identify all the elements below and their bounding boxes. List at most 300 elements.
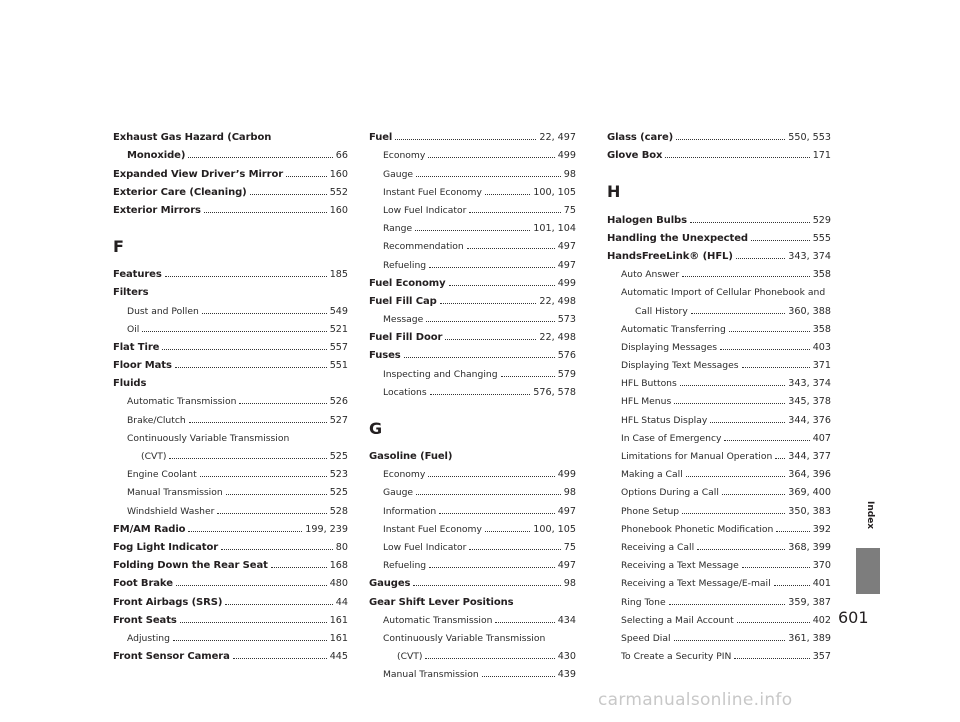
dot-leader: [173, 640, 327, 641]
dot-leader: [233, 658, 327, 659]
dot-leader: [395, 139, 536, 140]
index-subentry: [607, 589, 831, 607]
index-subentry: [607, 317, 831, 335]
entry-text: Message: [383, 314, 424, 326]
index-subentry: [113, 498, 348, 516]
dot-leader: [495, 622, 554, 623]
dot-leader: [467, 248, 555, 249]
page-reference: 44: [335, 596, 348, 608]
index-subentry: [369, 361, 576, 379]
dot-leader: [440, 303, 537, 304]
dot-leader: [469, 549, 560, 550]
entry-text: Halogen Bulbs: [607, 214, 687, 226]
page-reference: 171: [812, 150, 831, 162]
dot-leader: [271, 567, 327, 568]
index-entry: [607, 244, 831, 262]
page-reference: 160: [329, 204, 348, 216]
index-subentry: [607, 498, 831, 516]
index-subentry: [369, 517, 576, 535]
page-reference: 434: [557, 614, 576, 626]
page-reference: 98: [563, 578, 576, 590]
index-entry: [607, 125, 831, 143]
dot-leader: [482, 676, 555, 677]
dot-leader: [469, 212, 560, 213]
page-reference: 98: [563, 168, 576, 180]
index-subentry: [369, 644, 576, 662]
page-reference: 497: [557, 560, 576, 572]
dot-leader: [737, 622, 810, 623]
entry-text: Fluids: [113, 378, 147, 390]
dot-leader: [428, 476, 554, 477]
index-subentry: [369, 380, 576, 398]
entry-text: Windshield Washer: [127, 505, 215, 517]
entry-text: Speed Dial: [621, 632, 671, 644]
dot-leader: [286, 176, 327, 177]
page-reference: 185: [329, 269, 348, 281]
page-reference: 370: [812, 560, 831, 572]
entry-text: Selecting a Mail Account: [621, 614, 734, 626]
dot-leader: [729, 331, 810, 332]
index-entry: [113, 180, 348, 198]
entry-text: Phonebook Phonetic Modification: [621, 523, 774, 535]
index-subentry: [607, 444, 831, 462]
dot-leader: [439, 513, 555, 514]
entry-text: Fuel: [369, 132, 393, 144]
page-reference: 403: [812, 341, 831, 353]
entry-text: Continuously Variable Transmission: [127, 432, 290, 444]
page-reference: 360, 388: [788, 305, 831, 317]
page-reference: 161: [329, 632, 348, 644]
dot-leader: [404, 357, 555, 358]
entry-text: Automatic Import of Cellular Phonebook and: [621, 287, 826, 299]
entry-text: Front Airbags (SRS): [113, 596, 223, 608]
index-subentry: [607, 262, 831, 280]
page-reference: 371: [812, 360, 831, 372]
index-subentry: [607, 517, 831, 535]
dot-leader: [416, 494, 561, 495]
entry-text: Gauge: [383, 487, 414, 499]
dot-leader: [751, 240, 810, 241]
entry-text: Monoxide): [127, 150, 186, 162]
page-reference: 199, 239: [305, 523, 348, 535]
entry-text: Economy: [383, 469, 426, 481]
index-subentry: [369, 234, 576, 252]
page-reference: 98: [563, 487, 576, 499]
entry-text: Automatic Transferring: [621, 323, 726, 335]
entry-text: Low Fuel Indicator: [383, 541, 467, 553]
page-reference: 555: [812, 232, 831, 244]
index-subentry: [113, 626, 348, 644]
entry-text: Automatic Transmission: [127, 396, 237, 408]
entry-text: Automatic Transmission: [383, 614, 493, 626]
dot-leader: [180, 622, 327, 623]
page-reference: 75: [563, 204, 576, 216]
dot-leader: [200, 476, 327, 477]
page-reference: 402: [812, 614, 831, 626]
index-subentry: [369, 161, 576, 179]
index-subentry: [607, 298, 831, 316]
page-reference: 497: [557, 259, 576, 271]
entry-text: Glove Box: [607, 150, 663, 162]
entry-text: Instant Fuel Economy: [383, 523, 482, 535]
dot-leader: [682, 276, 810, 277]
dot-leader: [142, 331, 326, 332]
page-reference: 573: [557, 314, 576, 326]
entry-text: To Create a Security PIN: [621, 651, 732, 663]
entry-text: Flat Tire: [113, 341, 160, 353]
entry-text: Gasoline (Fuel): [369, 451, 453, 462]
page-reference: 521: [329, 323, 348, 335]
dot-leader: [736, 258, 785, 259]
dot-leader: [665, 157, 809, 158]
page-reference: 344, 377: [788, 451, 831, 462]
dot-leader: [776, 531, 809, 532]
entry-text: Fuses: [369, 350, 401, 362]
dot-leader: [188, 531, 302, 532]
page-reference: 364, 396: [788, 469, 831, 481]
page-reference: 369, 400: [788, 487, 831, 499]
entry-text: Folding Down the Rear Seat: [113, 560, 268, 572]
dot-leader: [428, 157, 554, 158]
index-entry: [113, 353, 348, 371]
page-reference: 358: [812, 323, 831, 335]
page-reference: 439: [557, 669, 576, 681]
dot-leader: [720, 349, 810, 350]
entry-text: Phone Setup: [621, 505, 680, 517]
index-entry: [369, 343, 576, 361]
entry-text: Foot Brake: [113, 578, 173, 590]
index-entry: [113, 371, 348, 389]
dot-leader: [686, 476, 786, 477]
index-subentry: [607, 280, 831, 298]
page-reference: 529: [812, 214, 831, 226]
index-subentry: [607, 335, 831, 353]
index-subentry: [369, 498, 576, 516]
entry-text: Locations: [383, 386, 427, 398]
entry-text: Front Sensor Camera: [113, 651, 230, 663]
index-column-2: [369, 125, 576, 680]
index-entry: [113, 608, 348, 626]
entry-text: Floor Mats: [113, 360, 172, 372]
index-entry: [369, 289, 576, 307]
entry-text: Refueling: [383, 259, 427, 271]
entry-text: Recommendation: [383, 241, 464, 253]
index-subentry: [369, 180, 576, 198]
index-entry: [369, 325, 576, 343]
index-subentry: [607, 644, 831, 662]
index-subentry: [607, 371, 831, 389]
index-subentry: [369, 480, 576, 498]
index-subentry: [369, 553, 576, 571]
entry-text: Exterior Care (Cleaning): [113, 186, 247, 198]
index-entry: [113, 161, 348, 179]
entry-text: Adjusting: [127, 632, 170, 644]
index-subentry: [113, 298, 348, 316]
dot-leader: [449, 285, 555, 286]
entry-text: Receiving a Text Message: [621, 560, 739, 572]
index-entry: [113, 589, 348, 607]
index-entry: [113, 517, 348, 535]
page-reference: 499: [557, 150, 576, 162]
dot-leader: [676, 139, 785, 140]
entry-text: Range: [383, 223, 413, 235]
entry-text: Dust and Pollen: [127, 305, 199, 317]
entry-text: Manual Transmission: [383, 669, 479, 681]
dot-leader: [416, 176, 561, 177]
index-entry: [113, 280, 348, 298]
entry-text: Exterior Mirrors: [113, 204, 201, 216]
dot-leader: [734, 658, 809, 659]
index-subentry: [113, 426, 348, 444]
page-reference: 549: [329, 305, 348, 317]
entry-text: FM/AM Radio: [113, 523, 186, 535]
index-entry: [369, 444, 576, 462]
entry-text: Options During a Call: [621, 487, 719, 499]
page-reference: 499: [557, 469, 576, 481]
index-subentry: [113, 389, 348, 407]
index-subentry: [113, 480, 348, 498]
dot-leader: [485, 531, 530, 532]
index-column-1: [113, 125, 348, 662]
entry-text: Exhaust Gas Hazard (Carbon: [113, 132, 272, 144]
page-reference: 66: [335, 150, 348, 162]
entry-text: Auto Answer: [621, 269, 680, 281]
entry-text: In Case of Emergency: [621, 432, 722, 444]
dot-leader: [226, 494, 327, 495]
index-subentry: [369, 535, 576, 553]
index-subentry: [607, 353, 831, 371]
page-reference: 552: [329, 186, 348, 198]
entry-text: Refueling: [383, 560, 427, 572]
index-subentry: [607, 480, 831, 498]
index-subentry: [369, 216, 576, 234]
dot-leader: [742, 367, 810, 368]
entry-text: Gear Shift Lever Positions: [369, 596, 514, 608]
page-reference: 357: [812, 651, 831, 663]
index-subentry: [607, 626, 831, 644]
dot-leader: [430, 394, 531, 395]
entry-text: Manual Transmission: [127, 487, 223, 499]
entry-text: HFL Status Display: [621, 414, 708, 426]
page-reference: 22, 497: [539, 132, 576, 144]
index-subentry: [113, 462, 348, 480]
entry-text: HFL Menus: [621, 396, 672, 408]
index-subentry: [113, 444, 348, 462]
page-reference: 550, 553: [788, 132, 831, 144]
index-entry: [113, 143, 348, 161]
dot-leader: [682, 513, 785, 514]
index-entry: [607, 207, 831, 225]
page-reference: 528: [329, 505, 348, 517]
page-reference: 343, 374: [788, 250, 831, 262]
index-entry: [369, 271, 576, 289]
entry-text: Filters: [113, 287, 149, 299]
page-reference: 344, 376: [788, 414, 831, 426]
page-reference: 557: [329, 341, 348, 353]
page-reference: 525: [329, 451, 348, 462]
dot-leader: [189, 422, 327, 423]
page-reference: 401: [812, 578, 831, 590]
index-entry: [113, 198, 348, 216]
entry-text: Making a Call: [621, 469, 683, 481]
dot-leader: [415, 230, 530, 231]
page-reference: 445: [329, 651, 348, 663]
page-reference: 527: [329, 414, 348, 426]
page-reference: 523: [329, 469, 348, 481]
page-reference: 22, 498: [539, 332, 576, 344]
index-subentry: [607, 608, 831, 626]
index-subentry: [607, 407, 831, 425]
page-reference: 80: [335, 541, 348, 553]
dot-leader: [674, 403, 785, 404]
entry-text: Displaying Text Messages: [621, 360, 739, 372]
page-reference: 430: [557, 651, 576, 663]
index-entry: [607, 226, 831, 244]
dot-leader: [775, 458, 785, 459]
index-subentry: [607, 426, 831, 444]
page-reference: 75: [563, 541, 576, 553]
dot-leader: [691, 313, 786, 314]
dot-leader: [225, 604, 332, 605]
index-subentry: [607, 553, 831, 571]
entry-text: Features: [113, 269, 162, 281]
section-letter: H: [607, 182, 621, 202]
index-subentry: [369, 143, 576, 161]
index-entry: [607, 143, 831, 161]
page-reference: 407: [812, 432, 831, 444]
entry-text: Economy: [383, 150, 426, 162]
index-subentry: [113, 407, 348, 425]
dot-leader: [204, 212, 327, 213]
dot-leader: [175, 367, 327, 368]
index-entry: [113, 553, 348, 571]
index-column-3: [607, 125, 831, 662]
entry-text: Front Seats: [113, 614, 177, 626]
section-tab-marker: [856, 548, 880, 594]
page-reference: 480: [329, 578, 348, 590]
dot-leader: [429, 267, 555, 268]
entry-text: Fuel Fill Cap: [369, 295, 437, 307]
entry-text: Handling the Unexpected: [607, 232, 748, 244]
dot-leader: [202, 313, 327, 314]
page-reference: 350, 383: [788, 505, 831, 517]
dot-leader: [669, 604, 786, 605]
index-entry: [369, 125, 576, 143]
entry-text: Information: [383, 505, 437, 517]
dot-leader: [710, 422, 785, 423]
dot-leader: [176, 585, 327, 586]
page-reference: 551: [329, 360, 348, 372]
page-reference: 161: [329, 614, 348, 626]
index-entry: [369, 571, 576, 589]
dot-leader: [169, 458, 326, 459]
entry-text: Low Fuel Indicator: [383, 204, 467, 216]
index-entry: [369, 589, 576, 607]
entry-text: (CVT): [141, 451, 167, 462]
dot-leader: [724, 440, 809, 441]
page-reference: 525: [329, 487, 348, 499]
index-subentry: [607, 462, 831, 480]
section-letter: F: [113, 236, 124, 256]
entry-text: HandsFreeLink® (HFL): [607, 250, 733, 262]
entry-text: Fuel Fill Door: [369, 332, 443, 344]
dot-leader: [426, 321, 554, 322]
dot-leader: [188, 157, 332, 158]
page-reference: 576, 578: [533, 386, 576, 398]
page-reference: 576: [557, 350, 576, 362]
section-letter: G: [369, 418, 383, 438]
dot-leader: [485, 194, 530, 195]
page-reference: 100, 105: [533, 523, 576, 535]
index-subentry: [369, 462, 576, 480]
dot-leader: [742, 567, 810, 568]
page-reference: 526: [329, 396, 348, 408]
dot-leader: [429, 567, 555, 568]
page-reference: 345, 378: [788, 396, 831, 408]
entry-text: Engine Coolant: [127, 469, 197, 481]
page-reference: 361, 389: [788, 632, 831, 644]
index-entry: [113, 644, 348, 662]
dot-leader: [674, 640, 786, 641]
dot-leader: [250, 194, 327, 195]
index-subentry: [607, 571, 831, 589]
entry-text: Gauges: [369, 578, 411, 590]
page-reference: 392: [812, 523, 831, 535]
entry-text: Brake/Clutch: [127, 414, 186, 426]
index-subentry: [113, 317, 348, 335]
index-subentry: [369, 198, 576, 216]
page-reference: 160: [329, 168, 348, 180]
index-subentry: [607, 389, 831, 407]
entry-text: Continuously Variable Transmission: [383, 632, 546, 644]
dot-leader: [162, 349, 326, 350]
dot-leader: [690, 222, 810, 223]
entry-text: Receiving a Call: [621, 541, 695, 553]
entry-text: Limitations for Manual Operation: [621, 451, 773, 462]
page-reference: 343, 374: [788, 378, 831, 390]
page-reference: 359, 387: [788, 596, 831, 608]
dot-leader: [501, 376, 555, 377]
dot-leader: [221, 549, 333, 550]
page-reference: 368, 399: [788, 541, 831, 553]
index-subentry: [369, 662, 576, 680]
index-entry: [113, 125, 348, 143]
watermark: carmanualsonline.info: [598, 690, 793, 710]
dot-leader: [413, 585, 560, 586]
dot-leader: [217, 513, 326, 514]
page-reference: 499: [557, 277, 576, 289]
page-reference: 168: [329, 560, 348, 572]
page-reference: 497: [557, 505, 576, 517]
index-entry: [113, 571, 348, 589]
dot-leader: [165, 276, 327, 277]
index-subentry: [607, 535, 831, 553]
page-reference: 358: [812, 269, 831, 281]
index-entry: [113, 262, 348, 280]
entry-text: Receiving a Text Message/E-mail: [621, 578, 771, 590]
page-reference: 497: [557, 241, 576, 253]
entry-text: Oil: [127, 323, 140, 335]
index-subentry: [369, 608, 576, 626]
entry-text: Glass (care): [607, 132, 674, 144]
entry-text: HFL Buttons: [621, 378, 677, 390]
entry-text: Ring Tone: [621, 596, 666, 608]
dot-leader: [697, 549, 785, 550]
index-entry: [113, 535, 348, 553]
page-reference: 579: [557, 368, 576, 380]
dot-leader: [722, 494, 785, 495]
index-subentry: [369, 307, 576, 325]
